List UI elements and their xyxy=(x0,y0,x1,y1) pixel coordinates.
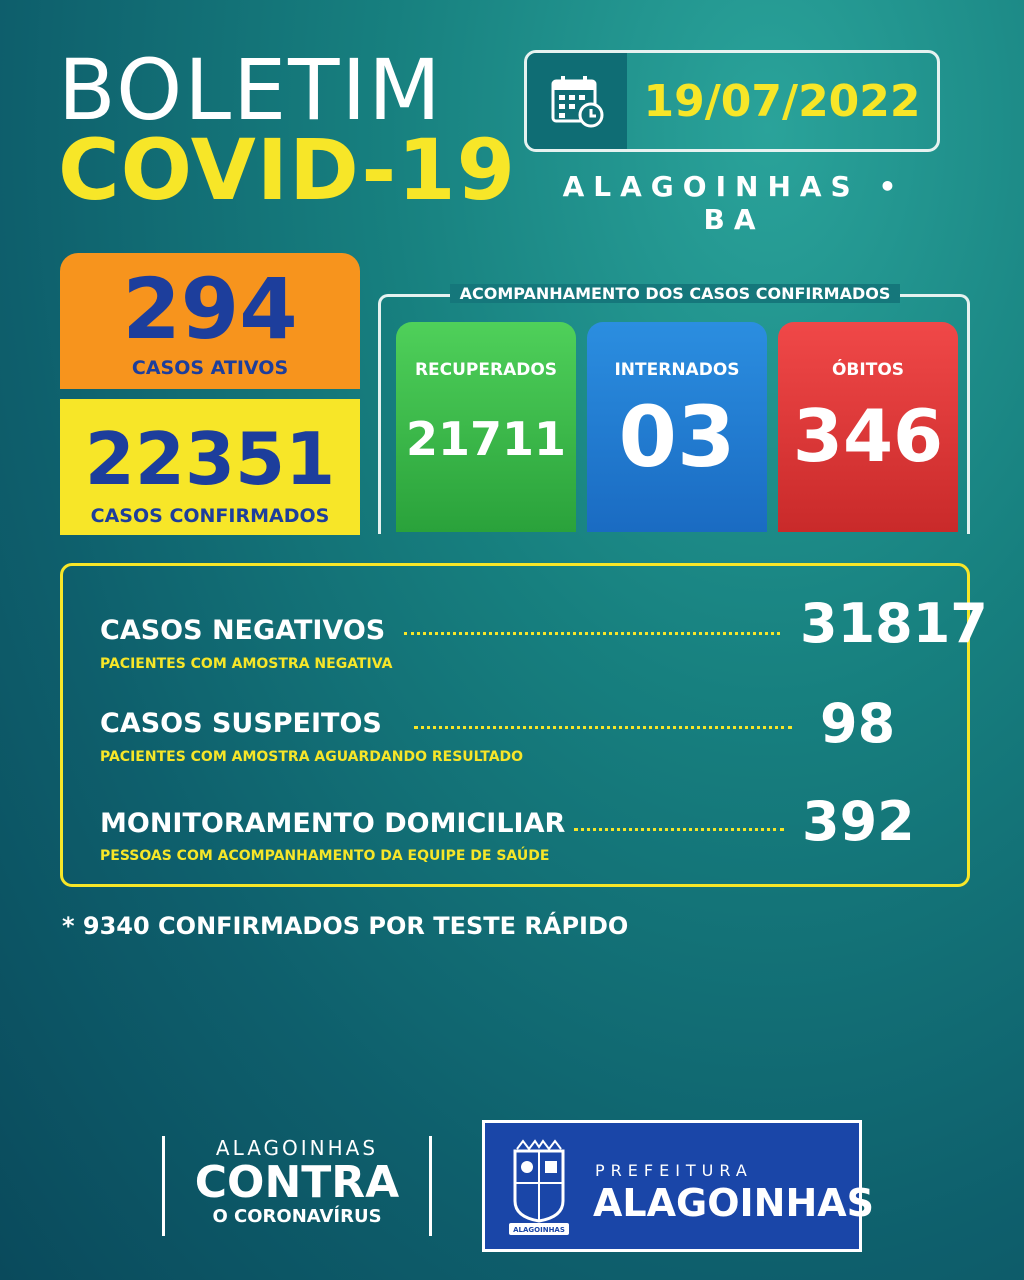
active-cases-box xyxy=(60,253,360,389)
negative-value: 31817 xyxy=(800,592,988,655)
suspect-dots xyxy=(414,726,792,729)
hospitalized-card xyxy=(587,322,767,532)
prefeitura-label: PREFEITURA xyxy=(595,1161,753,1180)
active-cases-value: 294 xyxy=(122,260,298,358)
recovered-label: RECUPERADOS xyxy=(414,360,558,380)
campaign-logo xyxy=(162,1136,432,1236)
deaths-card xyxy=(778,322,958,532)
home-monitoring-title: MONITORAMENTO DOMICILIAR xyxy=(100,808,566,839)
prefeitura-logo xyxy=(482,1120,875,1252)
calendar-icon xyxy=(527,53,627,149)
hospitalized-value: 03 xyxy=(618,388,736,486)
campaign-line3: O CORONAVÍRUS xyxy=(212,1206,382,1227)
tracking-title: ACOMPANHAMENTO DOS CASOS CONFIRMADOS xyxy=(420,284,930,303)
suspect-subtitle: PACIENTES COM AMOSTRA AGUARDANDO RESULTADO xyxy=(100,749,524,765)
negative-title: CASOS NEGATIVOS xyxy=(100,615,386,646)
suspect-title: CASOS SUSPEITOS xyxy=(100,708,382,739)
alagoinhas-label: ALAGOINHAS xyxy=(593,1181,875,1225)
campaign-line2: CONTRA xyxy=(194,1157,400,1208)
date-text: 19/07/2022 xyxy=(643,75,921,127)
home-monitoring-subtitle: PESSOAS COM ACOMPANHAMENTO DA EQUIPE DE SAÚDE xyxy=(100,848,550,864)
recovered-card xyxy=(396,322,576,532)
rapid-test-note: * 9340 CONFIRMADOS POR TESTE RÁPIDO xyxy=(62,912,629,940)
suspect-value: 98 xyxy=(820,692,896,755)
hospitalized-label: INTERNADOS xyxy=(614,360,740,380)
active-cases-label: CASOS ATIVOS xyxy=(131,357,289,379)
deaths-value: 346 xyxy=(792,394,944,478)
recovered-value: 21711 xyxy=(405,412,567,466)
title-covid: COVID-19 xyxy=(58,121,517,219)
deaths-label: ÓBITOS xyxy=(831,360,905,380)
city-label: ALAGOINHAS • BA xyxy=(562,170,906,236)
confirmed-cases-value: 22351 xyxy=(84,417,336,501)
campaign-line1: ALAGOINHAS xyxy=(215,1136,379,1160)
confirmed-cases-label: CASOS CONFIRMADOS xyxy=(90,505,330,527)
negative-subtitle: PACIENTES COM AMOSTRA NEGATIVA xyxy=(100,656,393,672)
crest-ribbon-text: ALAGOINHAS xyxy=(513,1226,565,1234)
confirmed-cases-box xyxy=(60,399,360,535)
home-monitoring-dots xyxy=(574,828,784,831)
city-crest-icon xyxy=(507,1139,571,1237)
home-monitoring-value: 392 xyxy=(802,790,915,853)
negative-dots xyxy=(404,632,780,635)
title-boletim: BOLETIM xyxy=(58,41,443,139)
date-box xyxy=(524,50,940,152)
